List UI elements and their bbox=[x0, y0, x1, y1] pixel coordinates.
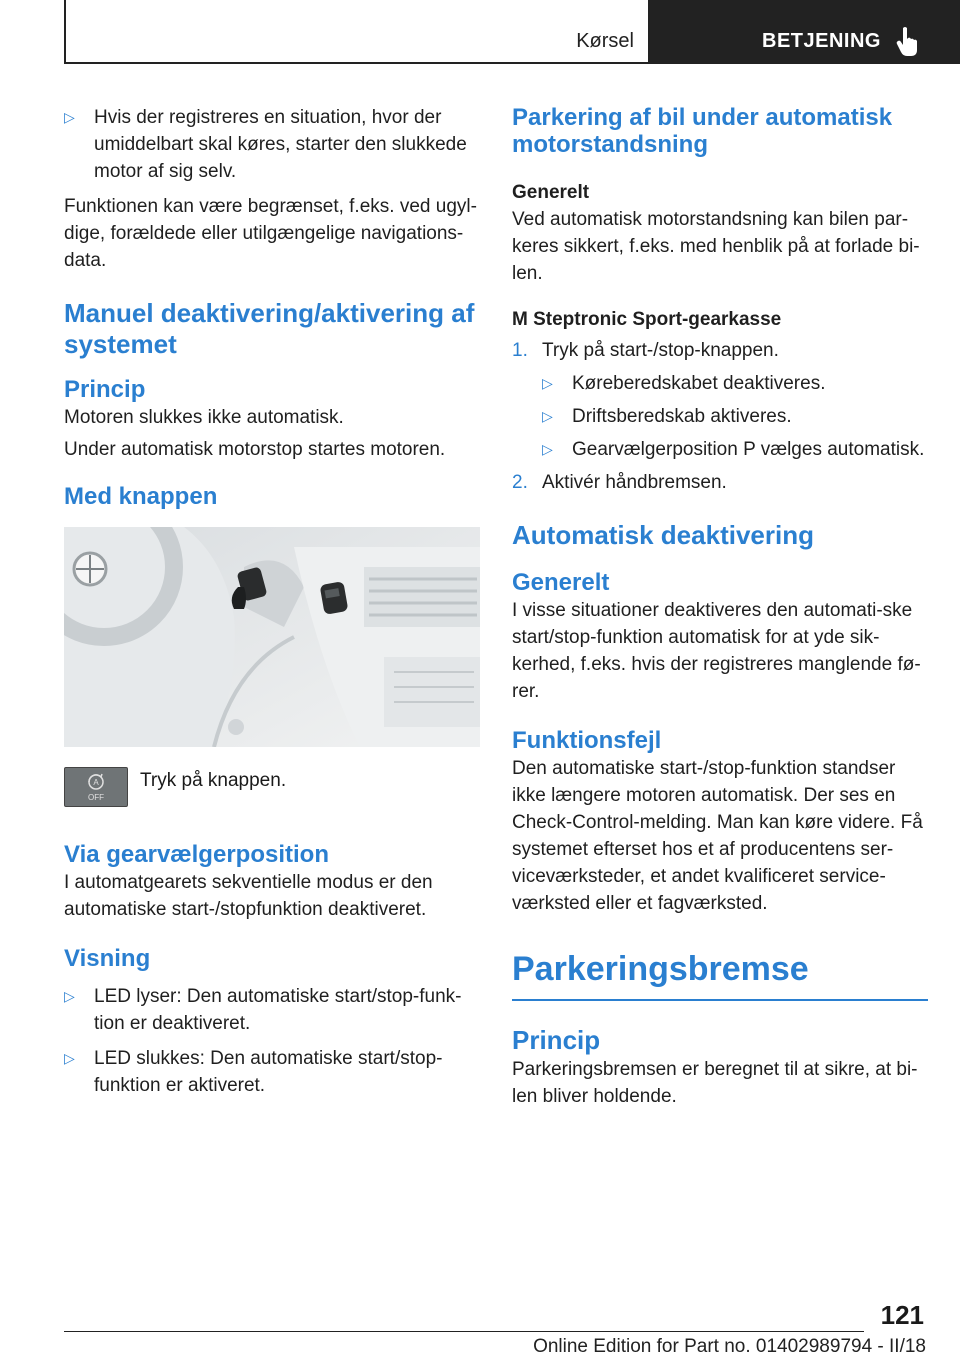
step-number: 2. bbox=[512, 472, 528, 493]
paragraph: Motoren slukkes ikke automatisk. bbox=[64, 407, 344, 428]
icon-off-label: OFF bbox=[88, 793, 104, 802]
heading-rule bbox=[512, 999, 928, 1001]
paragraph: Den automatiske start-/stop-funktion standser ikke længere motoren automatisk. Der ses en Check-Control-melding. Man kan køre videre. Få systemet efterset hos et af producentens ser-viceværksteder, et andet kvalificeret service-værksted eller et fagværksted. bbox=[512, 758, 923, 914]
bullet-text: Driftsberedskab aktiveres. bbox=[572, 406, 792, 427]
footer-rule bbox=[64, 1331, 864, 1332]
paragraph: Funktionen kan være begrænset, f.eks. ved ugyl-dige, forældede eller utilgængelige navigations-data. bbox=[64, 196, 477, 271]
heading-parkering-af-bil: Parkering af bil under automatisk motorstandsning bbox=[512, 104, 893, 158]
sub-bullet bbox=[512, 370, 930, 397]
paragraph: I automatgearets sekventielle modus er den automatiske start-/stopfunktion deaktiveret. bbox=[64, 872, 433, 920]
left-column bbox=[64, 104, 482, 1099]
bullet-text: LED slukkes: Den automatiske start/stop-funktion er aktiveret. bbox=[94, 1048, 443, 1096]
header-chapter-title: BETJENING bbox=[762, 30, 881, 52]
bullet-marker: ▷ bbox=[64, 109, 75, 125]
heading-automatisk-deaktivering: Automatisk deaktivering bbox=[512, 520, 814, 550]
sub-bullet bbox=[512, 403, 930, 430]
bullet-text: Gearvælgerposition P vælges automatisk. bbox=[572, 439, 925, 460]
bullet-item bbox=[64, 1045, 482, 1099]
heading-via-gearvaelgerposition: Via gearvælgerposition bbox=[64, 841, 329, 868]
heading-parkeringsbremse: Parkeringsbremse bbox=[512, 950, 809, 988]
step-text: Tryk på start-/stop-knappen. bbox=[542, 340, 779, 361]
bullet-item bbox=[64, 104, 482, 185]
page-number: 121 bbox=[880, 1300, 924, 1330]
paragraph: Parkeringsbremsen er beregnet til at sikre, at bi-len bliver holdende. bbox=[512, 1059, 918, 1107]
paragraph: Ved automatisk motorstandsning kan bilen par-keres sikkert, f.eks. med henblik på at forlade bi-len. bbox=[512, 209, 920, 284]
header-chapter-tab bbox=[650, 0, 960, 64]
bullet-text: LED lyser: Den automatiske start/stop-funk-tion er deaktiveret. bbox=[94, 986, 462, 1034]
step-number: 1. bbox=[512, 340, 528, 361]
subheading-steptronic: M Steptronic Sport-gearkasse bbox=[512, 309, 782, 330]
dashboard-illustration bbox=[64, 527, 480, 747]
pointing-hand-icon bbox=[896, 26, 922, 56]
header-section-tab bbox=[64, 0, 650, 64]
bullet-text: Hvis der registreres en situation, hvor der umiddelbart skal køres, starter den slukkede motor af sig selv. bbox=[94, 107, 467, 182]
heading-visning: Visning bbox=[64, 945, 151, 972]
heading-generelt: Generelt bbox=[512, 569, 610, 596]
numbered-step bbox=[512, 337, 930, 364]
heading-princip: Princip bbox=[512, 1025, 601, 1055]
right-column bbox=[512, 104, 930, 1110]
bullet-marker: ▷ bbox=[542, 408, 553, 424]
subheading-generelt: Generelt bbox=[512, 182, 590, 203]
auto-start-stop-off-button-icon bbox=[64, 767, 128, 807]
icon-letter: A bbox=[93, 778, 99, 787]
edition-note: Online Edition for Part no. 01402989794 - II/18 bbox=[533, 1336, 926, 1357]
heading-funktionsfejl: Funktionsfejl bbox=[512, 727, 662, 754]
bullet-marker: ▷ bbox=[542, 375, 553, 391]
numbered-step bbox=[512, 469, 930, 496]
paragraph: I visse situationer deaktiveres den automati-ske start/stop-funktion automatisk for at yde sik-kerhed, f.eks. hvis der registreres manglende fø-rer. bbox=[512, 600, 921, 702]
step-text: Aktivér håndbremsen. bbox=[542, 472, 727, 493]
bullet-text: Køreberedskabet deaktiveres. bbox=[572, 373, 826, 394]
button-caption-row bbox=[64, 767, 482, 811]
bullet-marker: ▷ bbox=[64, 988, 75, 1004]
heading-princip: Princip bbox=[64, 376, 146, 403]
bullet-marker: ▷ bbox=[542, 441, 553, 457]
bullet-item bbox=[64, 983, 482, 1037]
heading-manuel-deaktivering: Manuel deaktivering/aktivering af systemet bbox=[64, 298, 475, 359]
bullet-marker: ▷ bbox=[64, 1050, 75, 1066]
header-section-title: Kørsel bbox=[576, 30, 634, 52]
icon-caption: Tryk på knappen. bbox=[140, 770, 287, 791]
paragraph: Under automatisk motorstop startes motoren. bbox=[64, 439, 446, 460]
sub-bullet bbox=[512, 436, 930, 463]
heading-med-knappen: Med knappen bbox=[64, 483, 218, 510]
dashboard-photo bbox=[64, 527, 480, 747]
